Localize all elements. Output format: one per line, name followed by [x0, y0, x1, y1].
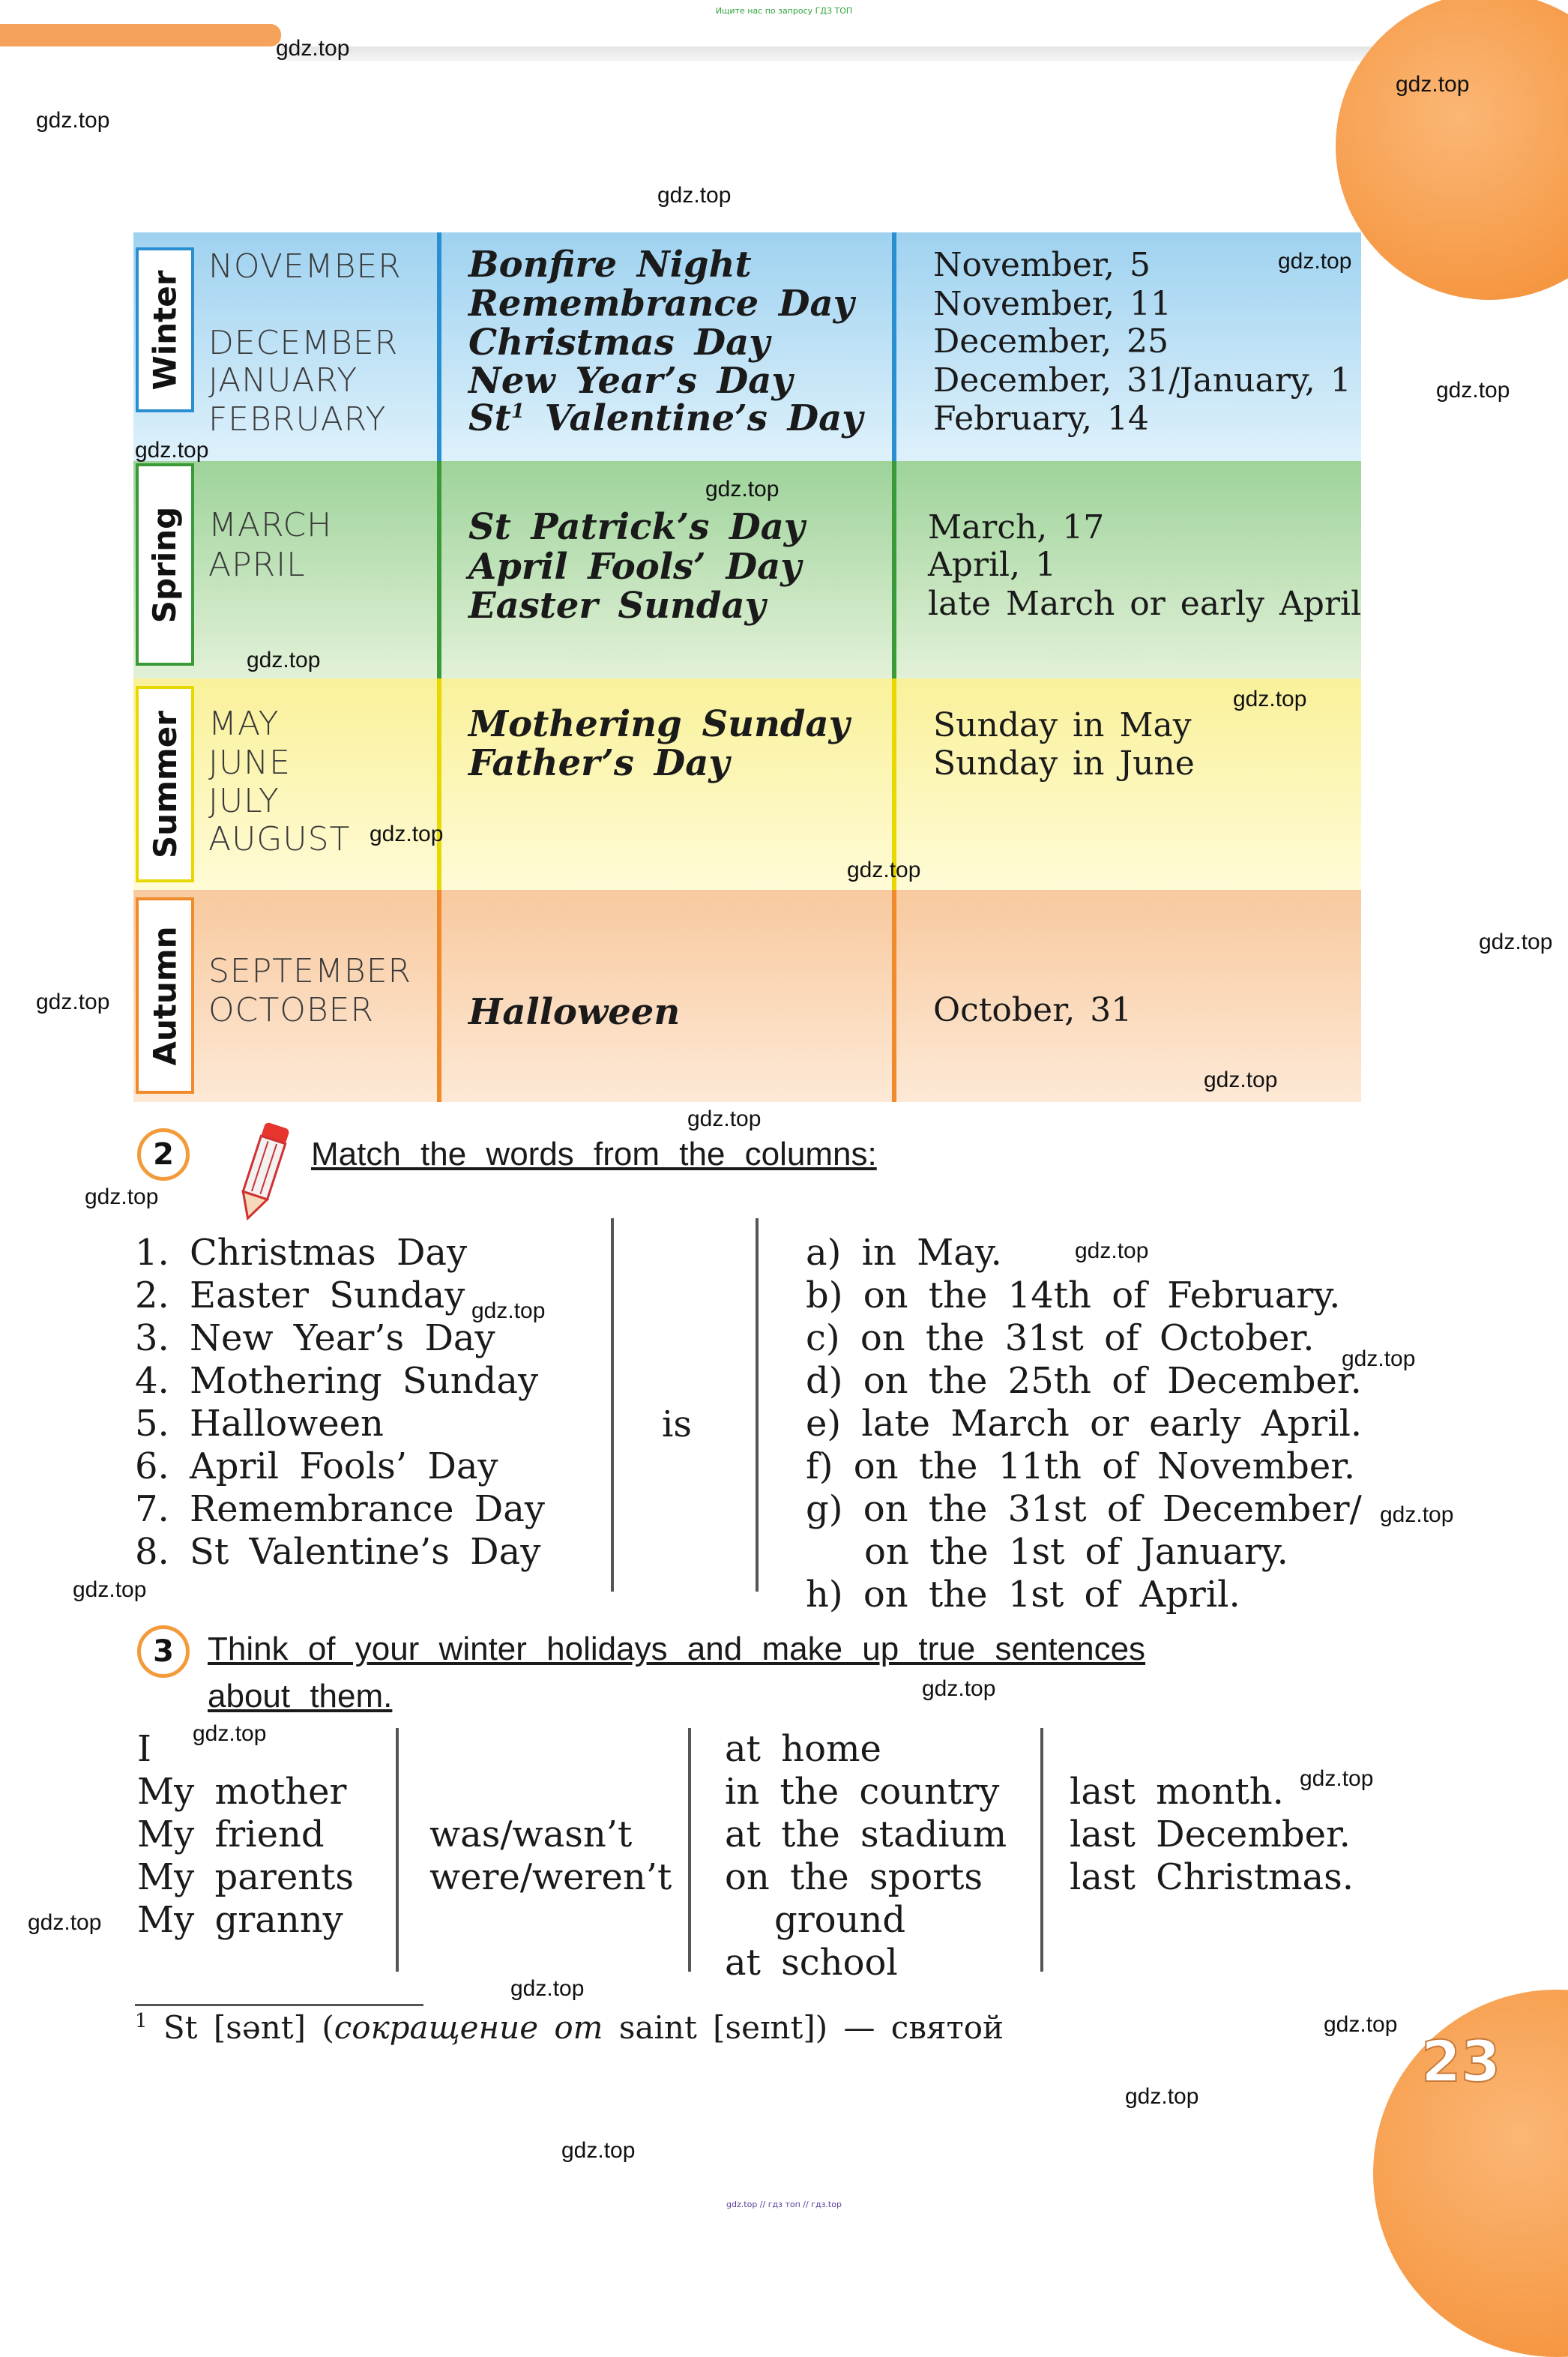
list-item: g) on the 31st of December/	[806, 1488, 1362, 1530]
month-label: APRIL	[208, 546, 306, 584]
watermark: gdz.top	[510, 1976, 585, 2001]
watermark: gdz.top	[1342, 1346, 1416, 1371]
exercise-2-title: Match the words from the columns:	[311, 1136, 877, 1173]
holiday-date: December, 31/January, 1	[933, 361, 1351, 400]
watermark: gdz.top	[471, 1298, 546, 1323]
month-label: SEPTEMBER	[208, 952, 412, 990]
exercise-2-left-column	[135, 1232, 545, 1574]
list-item: last Christmas.	[1070, 1856, 1354, 1898]
watermark: gdz.top	[561, 2138, 636, 2163]
exercise-3-title: Think of your winter holidays and make up true sentences	[208, 1631, 1146, 1667]
list-item: 4. Mothering Sunday	[135, 1360, 539, 1402]
list-item: My parents	[137, 1856, 355, 1898]
watermark: gdz.top	[193, 1721, 267, 1746]
holiday-name: Bonfire Night	[468, 244, 752, 286]
watermark: gdz.top	[36, 108, 110, 133]
list-item: 7. Remembrance Day	[135, 1488, 546, 1530]
column-separator	[611, 1218, 614, 1592]
list-item: b) on the 14th of February.	[806, 1274, 1341, 1316]
column-divider	[437, 890, 441, 1102]
column-separator	[756, 1218, 759, 1592]
month-label: AUGUST	[208, 820, 351, 858]
list-item: 5. Halloween	[135, 1403, 384, 1445]
holiday-name: St Patrick’s Day	[468, 506, 805, 548]
watermark: gdz.top	[370, 822, 444, 846]
top-search-note[interactable]: Ищите нас по запросу ГДЗ ТОП	[715, 6, 853, 16]
month-label: OCTOBER	[208, 991, 375, 1029]
watermark: gdz.top	[657, 183, 732, 208]
watermark: gdz.top	[276, 36, 350, 61]
exercise-3-title-continued: about them.	[208, 1678, 393, 1715]
list-item: I	[137, 1728, 151, 1770]
watermark: gdz.top	[1324, 2012, 1398, 2037]
holiday-date: Sunday in June	[933, 744, 1195, 783]
list-item: My granny	[137, 1899, 343, 1941]
season-label-autumn: Autumn	[136, 897, 194, 1094]
column-divider	[437, 232, 441, 461]
exercise-3-verbs	[429, 1813, 672, 1899]
list-item: on the 1st of January.	[864, 1531, 1288, 1573]
exercise-3-places	[725, 1728, 1007, 1984]
list-item: at the stadium	[725, 1813, 1007, 1855]
holiday-date: October, 31	[933, 991, 1133, 1029]
watermark: gdz.top	[36, 990, 110, 1014]
column-divider	[892, 890, 896, 1102]
month-label: MAY	[208, 705, 280, 743]
season-label-winter: Winter	[136, 247, 194, 412]
column-separator	[396, 1728, 399, 1972]
exercise-number-3: 3	[137, 1625, 190, 1678]
month-label: NOVEMBER	[208, 247, 402, 286]
watermark: gdz.top	[1479, 930, 1553, 954]
column-divider	[892, 232, 896, 461]
holiday-name: Father’s Day	[468, 742, 730, 784]
list-item: 1. Christmas Day	[135, 1232, 468, 1274]
month-label: DECEMBER	[208, 324, 399, 362]
holiday-date: April, 1	[928, 546, 1057, 584]
holiday-name: Christmas Day	[468, 322, 771, 364]
footnote: $^1$ St [sənt] (сокращение от saint [seɪnt]) — святой	[135, 2009, 1004, 2046]
list-item: My friend	[137, 1813, 325, 1855]
watermark: gdz.top	[247, 648, 321, 672]
watermark: gdz.top	[1396, 72, 1470, 97]
watermark: gdz.top	[1278, 249, 1352, 274]
watermark: gdz.top	[922, 1676, 996, 1701]
corner-decoration-top	[1336, 0, 1568, 300]
holiday-date: Sunday in May	[933, 706, 1192, 744]
season-label-spring: Spring	[136, 463, 194, 666]
holiday-name: Halloween	[468, 991, 681, 1033]
holiday-name: Easter Sunday	[468, 585, 766, 627]
page-number: 23	[1421, 2028, 1501, 2095]
list-item: 2. Easter Sunday	[135, 1274, 465, 1316]
list-item: d) on the 25th of December.	[806, 1360, 1362, 1402]
list-item: 6. April Fools’ Day	[135, 1445, 498, 1487]
watermark: gdz.top	[847, 858, 921, 882]
watermark: gdz.top	[135, 438, 209, 463]
list-item: f) on the 11th of November.	[806, 1445, 1356, 1487]
list-item: 8. St Valentine’s Day	[135, 1531, 541, 1573]
season-label-summer: Summer	[136, 686, 194, 882]
exercise-3-subjects	[137, 1728, 354, 1942]
month-label: FEBRUARY	[208, 400, 387, 439]
watermark: gdz.top	[1125, 2084, 1199, 2109]
month-label: MARCH	[208, 506, 333, 544]
holiday-name: St$^1$ Valentine’s Day	[468, 397, 863, 439]
list-item: was/wasn’t	[429, 1813, 633, 1855]
column-divider	[437, 678, 441, 890]
list-item: e) late March or early April.	[806, 1403, 1363, 1445]
holiday-name: Mothering Sunday	[468, 703, 850, 745]
list-item: at school	[725, 1942, 898, 1984]
column-separator	[688, 1728, 691, 1972]
footnote-mark: 1	[510, 400, 525, 423]
holiday-date: late March or early April	[928, 585, 1362, 623]
column-divider	[437, 461, 441, 678]
exercise-number-2: 2	[137, 1128, 190, 1181]
bottom-site-note[interactable]: gdz.top // гдз топ // гдз.top	[726, 2200, 842, 2209]
watermark: gdz.top	[73, 1577, 147, 1602]
holiday-date: February, 14	[933, 400, 1149, 438]
watermark: gdz.top	[85, 1184, 159, 1209]
holiday-name: New Year’s Day	[468, 360, 793, 402]
exercise-2-middle-word: is	[662, 1403, 692, 1445]
list-item: ground	[774, 1899, 906, 1941]
list-item: last month.	[1070, 1771, 1284, 1813]
column-divider	[892, 461, 896, 678]
exercise-2-right-column	[806, 1232, 1362, 1616]
holiday-date: December, 25	[933, 322, 1169, 361]
watermark: gdz.top	[1204, 1068, 1278, 1092]
watermark: gdz.top	[1075, 1238, 1149, 1263]
watermark: gdz.top	[1436, 378, 1510, 403]
list-item: a) in May.	[806, 1232, 1002, 1274]
list-item: at home	[725, 1728, 881, 1770]
watermark: gdz.top	[1233, 687, 1307, 711]
column-separator	[1040, 1728, 1043, 1972]
list-item: in the country	[725, 1771, 1000, 1813]
holiday-date: November, 5	[933, 246, 1151, 284]
list-item: h) on the 1st of April.	[806, 1574, 1240, 1616]
month-label: JULY	[208, 782, 280, 820]
list-item: 3. New Year’s Day	[135, 1317, 495, 1359]
watermark: gdz.top	[687, 1107, 762, 1131]
list-item: My mother	[137, 1771, 347, 1813]
month-label: JANUARY	[208, 361, 358, 400]
holiday-date: November, 11	[933, 285, 1172, 323]
list-item: c) on the 31st of October.	[806, 1317, 1315, 1359]
watermark: gdz.top	[1300, 1766, 1374, 1791]
pencil-icon	[225, 1116, 300, 1226]
month-label: JUNE	[208, 744, 291, 782]
top-orange-bar	[0, 24, 281, 46]
watermark: gdz.top	[28, 1910, 102, 1935]
list-item: were/weren’t	[429, 1856, 672, 1898]
footnote-rule	[135, 2004, 423, 2006]
watermark: gdz.top	[1380, 1502, 1454, 1527]
list-item: last December.	[1070, 1813, 1351, 1855]
list-item: on the sports	[725, 1856, 983, 1898]
holiday-name: April Fools’ Day	[468, 546, 802, 588]
holiday-date: March, 17	[928, 508, 1105, 547]
holiday-name: Remembrance Day	[468, 283, 854, 325]
watermark: gdz.top	[705, 477, 780, 502]
